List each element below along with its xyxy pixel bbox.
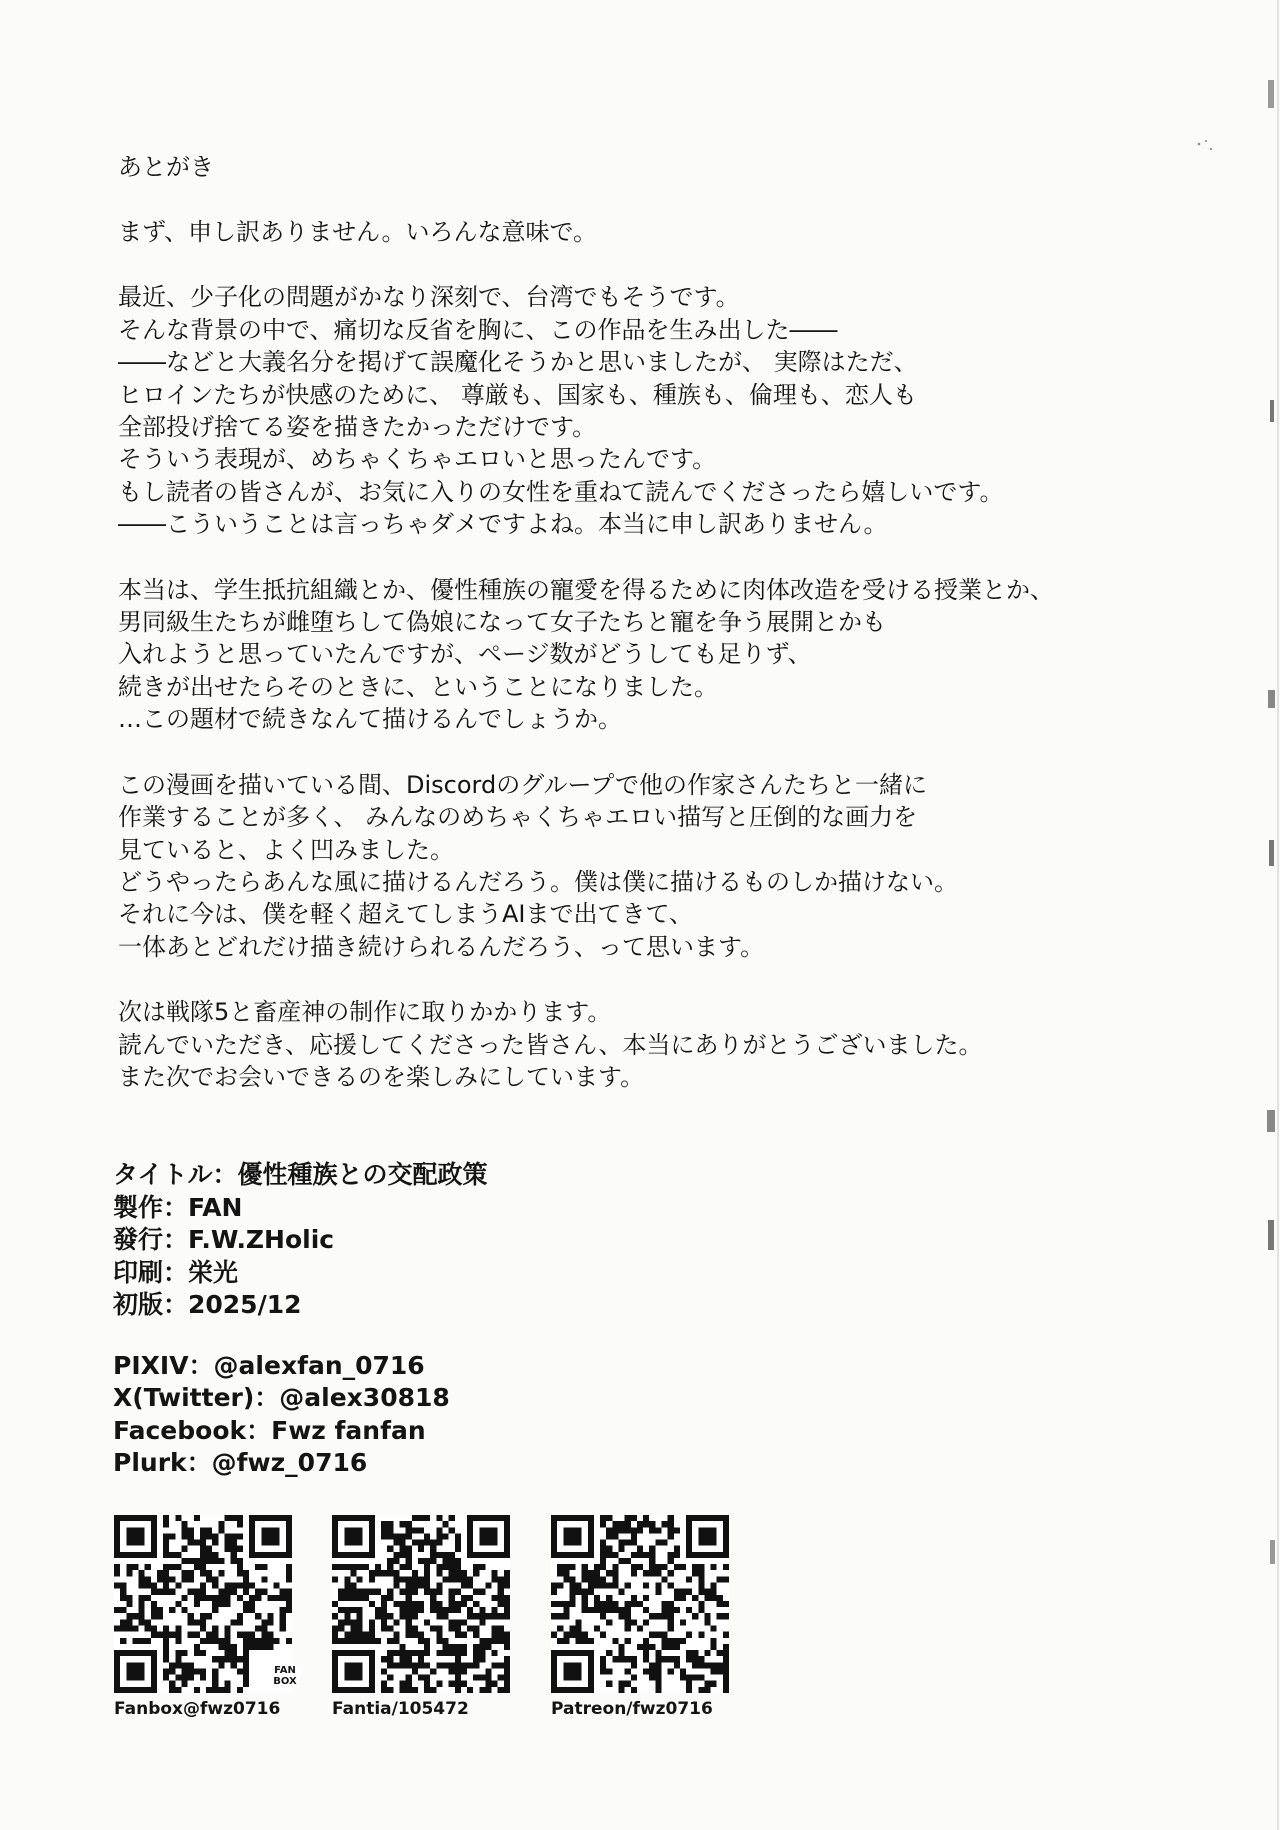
afterword-line: もし読者の皆さんが、お気に入りの女性を重ねて読んでくださったら嬉しいです。 xyxy=(118,477,1004,506)
afterword-line: 次は戦隊5と畜産神の制作に取りかかります。 xyxy=(118,998,612,1027)
afterword-line: それに今は、僕を軽く超えてしまうAIまで出てきて、 xyxy=(118,900,694,929)
social-facebook: Facebook：Fwz fanfan xyxy=(113,1415,426,1445)
qr-code-icon xyxy=(114,1515,292,1693)
afterword-line: 最近、少子化の問題がかなり深刻で、台湾でもそうです。 xyxy=(118,283,740,312)
afterword-line: 入れようと思っていたんですが、ページ数がどうしても足りず、 xyxy=(118,640,812,669)
afterword-heading: あとがき xyxy=(118,153,214,181)
afterword-line: 本当は、学生抵抗組織とか、優性種族の寵愛を得るために肉体改造を受ける授業とか、 xyxy=(118,575,1054,604)
afterword-line: 読んでいただき、応援してくださった皆さん、本当にありがとうございました。 xyxy=(118,1030,983,1059)
afterword-paragraph xyxy=(118,574,1198,736)
qr-code-icon xyxy=(551,1515,729,1693)
afterword-line: どうやったらあんな風に描けるんだろう。僕は僕に描けるものしか描けない。 xyxy=(118,867,958,896)
qr-code-icon xyxy=(332,1515,510,1693)
afterword-line: そういう表現が、めちゃくちゃエロいと思ったんです。 xyxy=(118,445,717,474)
qr-fanbox xyxy=(114,1515,314,1719)
afterword-line: ヒロインたちが快感のために、 尊厳も、国家も、種族も、倫理も、恋人も xyxy=(118,380,917,409)
afterword-line: そんな背景の中で、痛切な反省を胸に、この作品を生み出した―― xyxy=(118,315,838,344)
qr-label: Fanbox@fwz0716 xyxy=(114,1699,281,1719)
colophon-first-edition: 初版：2025/12 xyxy=(113,1290,302,1319)
afterword-line: また次でお会いできるのを楽しみにしています。 xyxy=(118,1062,645,1091)
afterword-line: ――などと大義名分を掲げて誤魔化そうかと思いましたが、 実際はただ、 xyxy=(118,348,918,377)
afterword-line: ――こういうことは言っちゃダメですよね。本当に申し訳ありません。 xyxy=(118,510,888,539)
colophon-production: 製作：FAN xyxy=(113,1192,243,1222)
social-pixiv: PIXIV：@alexfan_0716 xyxy=(113,1351,425,1380)
afterword-line: 続きが出せたらそのときに、ということになりました。 xyxy=(118,672,718,701)
afterword-paragraph xyxy=(118,996,1198,1093)
qr-label: Patreon/fwz0716 xyxy=(551,1699,713,1719)
afterword-paragraph xyxy=(118,216,1198,248)
afterword-line: 一体あとどれだけ描き続けられるんだろう、って思います。 xyxy=(118,932,765,961)
afterword-line: 全部投げ捨てる姿を描きたかっただけです。 xyxy=(118,413,597,442)
afterword-line: 男同級生たちが雌堕ちして偽娘になって女子たちと寵を争う展開とかも xyxy=(118,608,886,637)
afterword-line: …この題材で続きなんて描けるんでしょうか。 xyxy=(118,705,622,734)
social-twitter: X(Twitter)：@alex30818 xyxy=(113,1383,450,1413)
afterword xyxy=(118,148,1198,1126)
qr-fantia xyxy=(332,1515,532,1719)
colophon-printing: 印刷：栄光 xyxy=(113,1257,239,1287)
social-links xyxy=(113,1350,450,1479)
afterword-paragraph xyxy=(118,281,1198,540)
afterword-paragraph xyxy=(118,769,1198,963)
afterword-line: 見ていると、よく凹みました。 xyxy=(118,835,454,864)
qr-label: Fantia/105472 xyxy=(332,1699,469,1719)
colophon-title: タイトル：優性種族との交配政策 xyxy=(113,1160,488,1189)
qr-patreon xyxy=(551,1515,751,1719)
afterword-line: まず、申し訳ありません。いろんな意味で。 xyxy=(118,218,598,246)
fanbox-badge: FAN BOX xyxy=(270,1665,300,1687)
afterword-line: 作業することが多く、 みんなのめちゃくちゃエロい描写と圧倒的な画力を xyxy=(118,803,918,832)
scan-edge-marks xyxy=(1266,0,1280,1830)
afterword-line: この漫画を描いている間、Discordのグループで他の作家さんたちと一緒に xyxy=(118,770,928,799)
colophon-publisher: 發行：F.W.ZHolic xyxy=(113,1225,335,1254)
social-plurk: Plurk：@fwz_0716 xyxy=(113,1447,368,1477)
colophon xyxy=(113,1159,488,1322)
